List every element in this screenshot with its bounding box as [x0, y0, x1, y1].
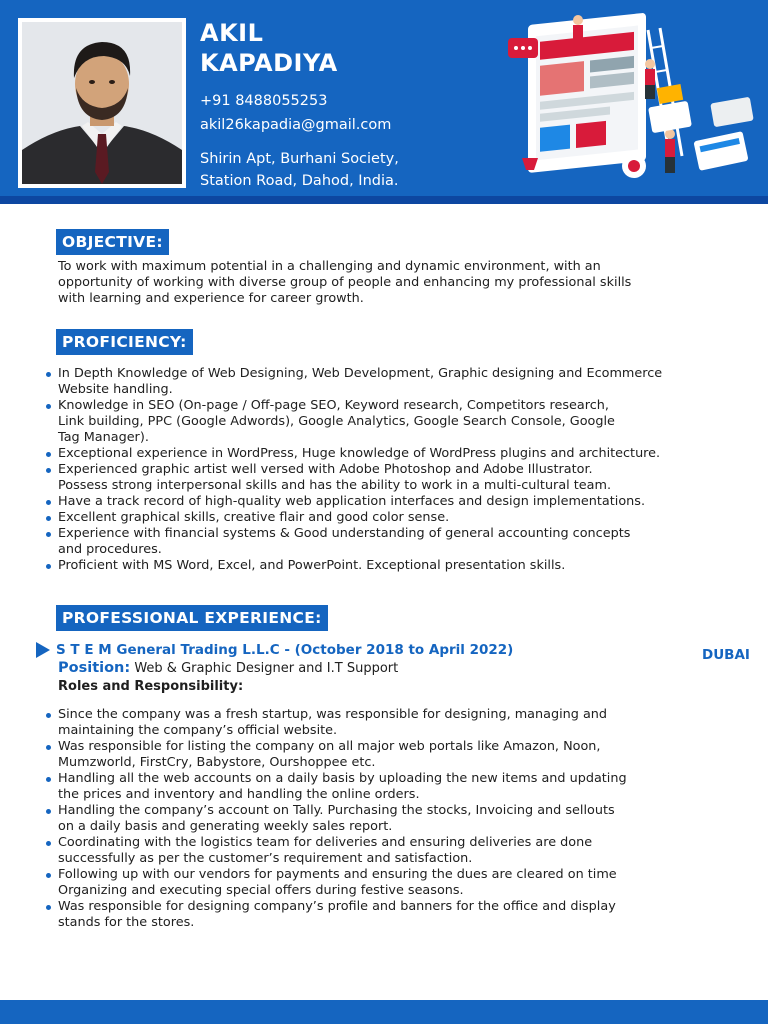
proficiency-item: In Depth Knowledge of Web Designing, Web Development, Graphic designing and Ecommerce: [44, 366, 744, 382]
experience-heading: PROFESSIONAL EXPERIENCE:: [56, 605, 328, 631]
header-bottom-stripe: [0, 196, 768, 204]
objective-line: To work with maximum potential in a challenging and dynamic environment, with an: [58, 259, 601, 274]
profile-photo: [18, 18, 186, 188]
proficiency-heading: PROFICIENCY:: [56, 329, 193, 355]
resume-header: [0, 0, 768, 204]
job-position: [58, 660, 398, 676]
job-location: DUBAI: [702, 647, 750, 663]
responsibility-item-continued: maintaining the company’s official website.: [58, 723, 338, 738]
first-name: AKIL: [200, 19, 264, 47]
objective-heading: OBJECTIVE:: [56, 229, 169, 255]
proficiency-item-continued: Website handling.: [58, 382, 173, 397]
proficiency-item: Excellent graphical skills, creative flair and good color sense.: [44, 510, 744, 526]
responsibility-item-continued: successfully as per the customer’s requirement and satisfaction.: [58, 851, 473, 866]
arrow-right-icon: [36, 642, 50, 658]
job-company-line: [36, 642, 513, 658]
last-name: KAPADIYA: [200, 49, 338, 77]
address: [200, 148, 460, 192]
responsibility-item: Was responsible for designing company’s profile and banners for the office and display: [44, 899, 744, 915]
proficiency-item: Proficient with MS Word, Excel, and PowerPoint. Exceptional presentation skills.: [44, 558, 744, 574]
proficiency-item: Experience with financial systems & Good understanding of general accounting concepts: [44, 526, 744, 542]
objective-line: with learning and experience for career growth.: [58, 291, 364, 306]
responsibility-item: Since the company was a fresh startup, was responsible for designing, managing and: [44, 707, 744, 723]
responsibility-item-continued: Mumzworld, FirstCry, Babystore, Ourshoppee etc.: [58, 755, 376, 770]
responsibility-item-continued: the prices and inventory and handling the online orders.: [58, 787, 420, 802]
proficiency-item-continued: Tag Manager).: [58, 430, 149, 445]
responsibility-item-continued: Organizing and executing special offers during festive seasons.: [58, 883, 464, 898]
responsibility-item: Was responsible for listing the company on all major web portals like Amazon, Noon,: [44, 739, 744, 755]
responsibility-item-continued: stands for the stores.: [58, 915, 195, 930]
phone-number: +91 8488055253: [200, 93, 328, 109]
objective-line: opportunity of working with diverse group of people and enhancing my professional skills: [58, 275, 632, 290]
proficiency-item: Experienced graphic artist well versed with Adobe Photoshop and Adobe Illustrator.: [44, 462, 744, 478]
position-value: Web & Graphic Designer and I.T Support: [134, 661, 399, 676]
email-address: akil26kapadia@gmail.com: [200, 117, 392, 133]
person-portrait-image: [22, 22, 182, 184]
proficiency-item-continued: Possess strong interpersonal skills and has the ability to work in a multi-cultural team.: [58, 478, 612, 493]
proficiency-item: Exceptional experience in WordPress, Huge knowledge of WordPress plugins and architecture.: [44, 446, 744, 462]
company-and-dates: S T E M General Trading L.L.C - (October 2018 to April 2022): [56, 642, 514, 658]
proficiency-item: Have a track record of high-quality web application interfaces and design implementations.: [44, 494, 744, 510]
footer-bar: [0, 1000, 768, 1024]
web-design-illustration: [500, 8, 768, 200]
address-line-2: Station Road, Dahod, India.: [200, 173, 399, 189]
address-line-1: Shirin Apt, Burhani Society,: [200, 151, 399, 167]
roles-heading: Roles and Responsibility:: [58, 679, 244, 694]
responsibilities-list: [44, 707, 744, 931]
objective-text: [58, 259, 718, 307]
responsibility-item: Coordinating with the logistics team for deliveries and ensuring deliveries are done: [44, 835, 744, 851]
responsibility-item: Following up with our vendors for payments and ensuring the dues are cleared on time: [44, 867, 744, 883]
responsibility-item-continued: on a daily basis and generating weekly sales report.: [58, 819, 393, 834]
proficiency-item: Knowledge in SEO (On-page / Off-page SEO, Keyword research, Competitors research,: [44, 398, 744, 414]
position-label: Position:: [58, 660, 131, 676]
proficiency-item-continued: Link building, PPC (Google Adwords), Google Analytics, Google Search Console, Google: [58, 414, 615, 429]
proficiency-list: [44, 366, 744, 574]
candidate-name: [200, 18, 338, 78]
responsibility-item: Handling the company’s account on Tally. Purchasing the stocks, Invoicing and sellouts: [44, 803, 744, 819]
responsibility-item: Handling all the web accounts on a daily basis by uploading the new items and updating: [44, 771, 744, 787]
proficiency-item-continued: and procedures.: [58, 542, 162, 557]
